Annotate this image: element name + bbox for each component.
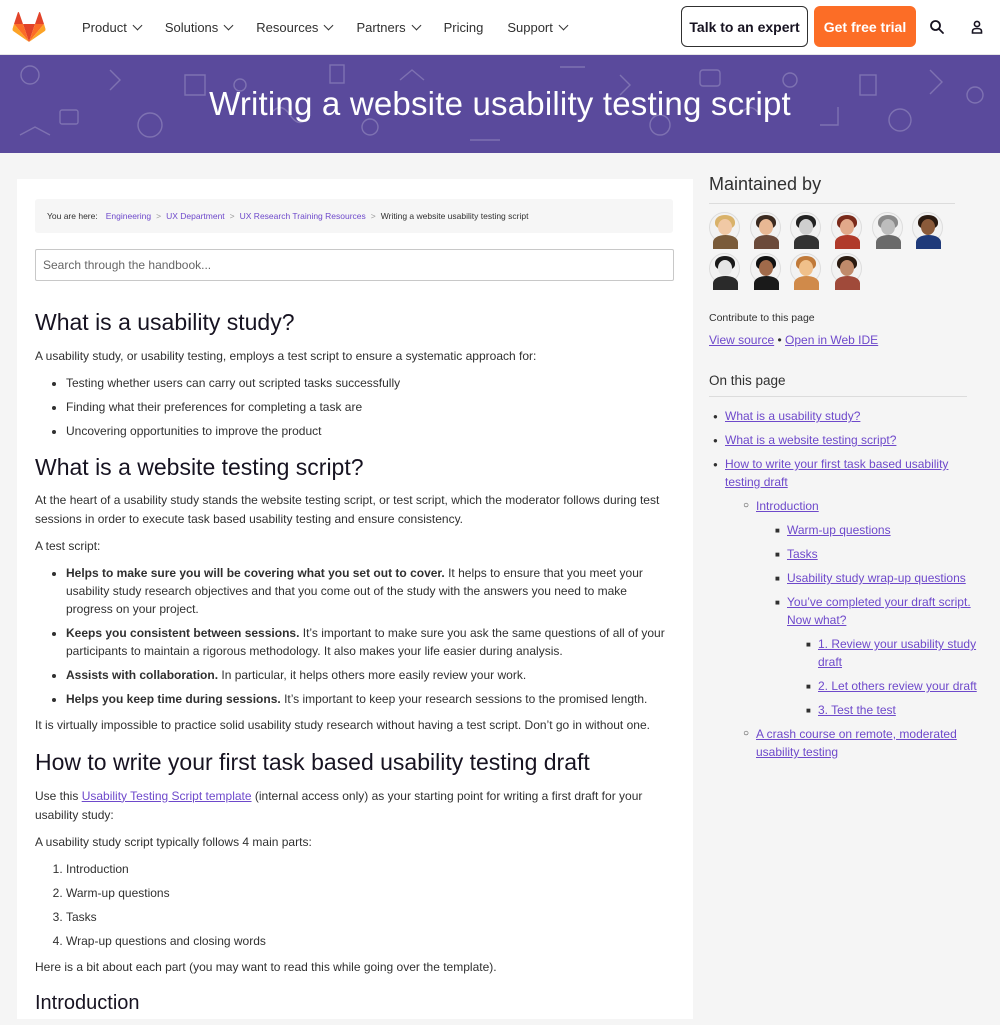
- toc-item: [725, 407, 979, 425]
- numbered-list: [66, 860, 675, 950]
- avatar-face: [718, 219, 732, 235]
- heading-introduction: Introduction: [35, 991, 140, 1014]
- avatar[interactable]: [831, 253, 862, 284]
- paragraph: Use this Usability Testing Script template (internal access only) as your starting point for writing a first draft for your usability study:: [35, 788, 643, 822]
- page-title: Writing a website usability testing script: [209, 85, 791, 122]
- bullet-list: [66, 564, 675, 708]
- article-body: [35, 309, 675, 1025]
- toc-item: [818, 635, 979, 671]
- avatar-face: [799, 260, 813, 276]
- toc-link-review-draft[interactable]: 1. Review your usability study draft: [818, 637, 977, 669]
- list-item: • Uncovering opportunities to improve the product: [66, 422, 675, 440]
- avatar-face: [921, 219, 935, 235]
- main-content: [17, 179, 693, 1019]
- chevron-down-icon: [324, 21, 334, 31]
- paragraph: A test script:: [35, 539, 101, 554]
- avatar-body: [713, 276, 738, 290]
- page-banner: [0, 55, 1000, 153]
- avatar[interactable]: [872, 212, 903, 243]
- toc-item: [756, 497, 979, 719]
- paragraph: At the heart of a usability study stands the website testing script, or test script, which the moderator follows during test sessions in order to execute task based usability testing and ensure consistency.: [35, 493, 660, 527]
- breadcrumb-link-ux-department[interactable]: UX Department: [166, 211, 225, 221]
- toc-link-how-to-write[interactable]: How to write your first task based usability testing draft: [725, 457, 949, 489]
- avatar-face: [799, 219, 813, 235]
- list-item: 3. Tasks: [66, 908, 675, 926]
- breadcrumb-separator: >: [229, 211, 235, 221]
- heading-how-to-write: How to write your first task based usability testing draft: [35, 749, 590, 776]
- breadcrumb-separator: >: [156, 211, 162, 221]
- list-item: • Helps you keep time during sessions. It’s important to keep your research sessions to the promised length.: [66, 690, 675, 708]
- toc-item: [787, 593, 979, 719]
- avatar[interactable]: [750, 253, 781, 284]
- avatar[interactable]: [790, 212, 821, 243]
- sidebar: [709, 174, 979, 767]
- toc-item: [787, 521, 979, 539]
- avatar-body: [835, 235, 860, 249]
- toc-item: [725, 431, 979, 449]
- toc-item: [818, 701, 979, 719]
- avatar[interactable]: [790, 253, 821, 284]
- nav-item-support[interactable]: Support: [507, 20, 567, 35]
- avatar-body: [754, 235, 779, 249]
- avatar-face: [881, 219, 895, 235]
- chevron-down-icon: [132, 21, 142, 31]
- get-free-trial-button[interactable]: Get free trial: [814, 6, 916, 47]
- toc-link-crash-course[interactable]: A crash course on remote, moderated usability testing: [756, 727, 957, 759]
- toc-link-website-testing-script[interactable]: What is a website testing script?: [725, 433, 897, 447]
- toc-link-usability-study[interactable]: What is a usability study?: [725, 409, 861, 423]
- chevron-down-icon: [411, 21, 421, 31]
- maintainer-avatars: [709, 212, 959, 294]
- list-item: • Assists with collaboration. In particular, it helps others more easily review your work.: [66, 666, 675, 684]
- list-item: 2. Warm-up questions: [66, 884, 675, 902]
- avatar[interactable]: [750, 212, 781, 243]
- toc-item: [787, 569, 979, 587]
- avatar[interactable]: [831, 212, 862, 243]
- avatar-body: [794, 235, 819, 249]
- avatar-body: [835, 276, 860, 290]
- toc-link-tasks[interactable]: Tasks: [787, 547, 818, 561]
- view-source-link[interactable]: View source: [709, 333, 775, 347]
- nav-item-partners[interactable]: Partners: [356, 20, 419, 35]
- avatar-face: [718, 260, 732, 276]
- breadcrumb-label: You are here:: [47, 211, 98, 221]
- paragraph: A usability study, or usability testing, employs a test script to ensure a systematic approach for:: [35, 348, 537, 363]
- breadcrumb-link-ux-research[interactable]: UX Research Training Resources: [239, 211, 366, 221]
- search-icon[interactable]: [929, 19, 945, 35]
- avatar-body: [713, 235, 738, 249]
- maintained-by-heading: Maintained by: [709, 174, 955, 204]
- toc-link-wrap-up[interactable]: Usability study wrap-up questions: [787, 571, 966, 585]
- toc-link-completed-draft[interactable]: You’ve completed your draft script. Now what?: [787, 595, 971, 627]
- gitlab-logo-icon[interactable]: [12, 11, 46, 43]
- list-item: • Testing whether users can carry out scripted tasks successfully: [66, 374, 675, 392]
- avatar-face: [759, 219, 773, 235]
- avatar[interactable]: [912, 212, 943, 243]
- talk-to-expert-button[interactable]: Talk to an expert: [681, 6, 808, 47]
- chevron-down-icon: [224, 21, 234, 31]
- avatar-face: [840, 219, 854, 235]
- nav-item-solutions[interactable]: Solutions: [165, 20, 232, 35]
- avatar[interactable]: [709, 212, 740, 243]
- toc-item: [725, 455, 979, 761]
- link-separator: •: [774, 333, 786, 347]
- usability-template-link[interactable]: Usability Testing Script template: [81, 788, 252, 803]
- toc-link-warm-up[interactable]: Warm-up questions: [787, 523, 891, 537]
- breadcrumb-separator: >: [370, 211, 376, 221]
- avatar-body: [876, 235, 901, 249]
- nav-item-product[interactable]: Product: [82, 20, 141, 35]
- contribute-label: Contribute to this page: [709, 312, 815, 324]
- list-item: • Keeps you consistent between sessions. It’s important to make sure you ask the same questions of all of your participants to maintain a rigorous methodology. It also makes your life easier during analysis.: [66, 624, 675, 660]
- avatar-face: [840, 260, 854, 276]
- toc-link-others-review[interactable]: 2. Let others review your draft: [818, 679, 977, 693]
- top-navigation: [0, 0, 1000, 55]
- open-web-ide-link[interactable]: Open in Web IDE: [785, 333, 879, 347]
- search-input[interactable]: [35, 249, 674, 281]
- toc-link-test-the-test[interactable]: 3. Test the test: [818, 703, 896, 717]
- avatar-body: [794, 276, 819, 290]
- table-of-contents: [709, 407, 979, 761]
- list-item: 4. Wrap-up questions and closing words: [66, 932, 675, 950]
- chevron-down-icon: [558, 21, 568, 31]
- user-icon[interactable]: [969, 19, 985, 35]
- breadcrumb-link-engineering[interactable]: Engineering: [105, 211, 152, 221]
- contribute-links: [709, 333, 979, 347]
- avatar-body: [754, 276, 779, 290]
- toc-item: [818, 677, 979, 695]
- breadcrumb-current: Writing a website usability testing script: [380, 211, 529, 221]
- toc-link-introduction[interactable]: Introduction: [756, 499, 819, 513]
- bullet-list: [66, 374, 675, 440]
- paragraph: A usability study script typically follows 4 main parts:: [35, 834, 312, 849]
- avatar-body: [916, 235, 941, 249]
- nav-item-resources[interactable]: Resources: [256, 20, 332, 35]
- heading-website-testing-script: What is a website testing script?: [35, 453, 364, 480]
- toc-item: [756, 725, 979, 761]
- toc-item: [787, 545, 979, 563]
- breadcrumb: [35, 199, 673, 233]
- nav-item-pricing[interactable]: Pricing: [443, 20, 484, 35]
- nav-menu: [82, 0, 591, 55]
- avatar-face: [759, 260, 773, 276]
- paragraph: It is virtually impossible to practice solid usability study research without having a test script. Don’t go in without one.: [35, 718, 650, 733]
- heading-usability-study: What is a usability study?: [35, 309, 295, 335]
- avatar[interactable]: [709, 253, 740, 284]
- list-item: • Finding what their preferences for completing a task are: [66, 398, 675, 416]
- list-item: 1. Introduction: [66, 860, 675, 878]
- list-item: • Helps to make sure you will be covering what you set out to cover. It helps to ensure that you meet your usability study research objectives and that you come out of the study with the answers you need to make progress on your project.: [66, 564, 675, 618]
- on-this-page-heading: On this page: [709, 373, 967, 397]
- paragraph: Here is a bit about each part (you may want to read this while going over the template).: [35, 959, 497, 974]
